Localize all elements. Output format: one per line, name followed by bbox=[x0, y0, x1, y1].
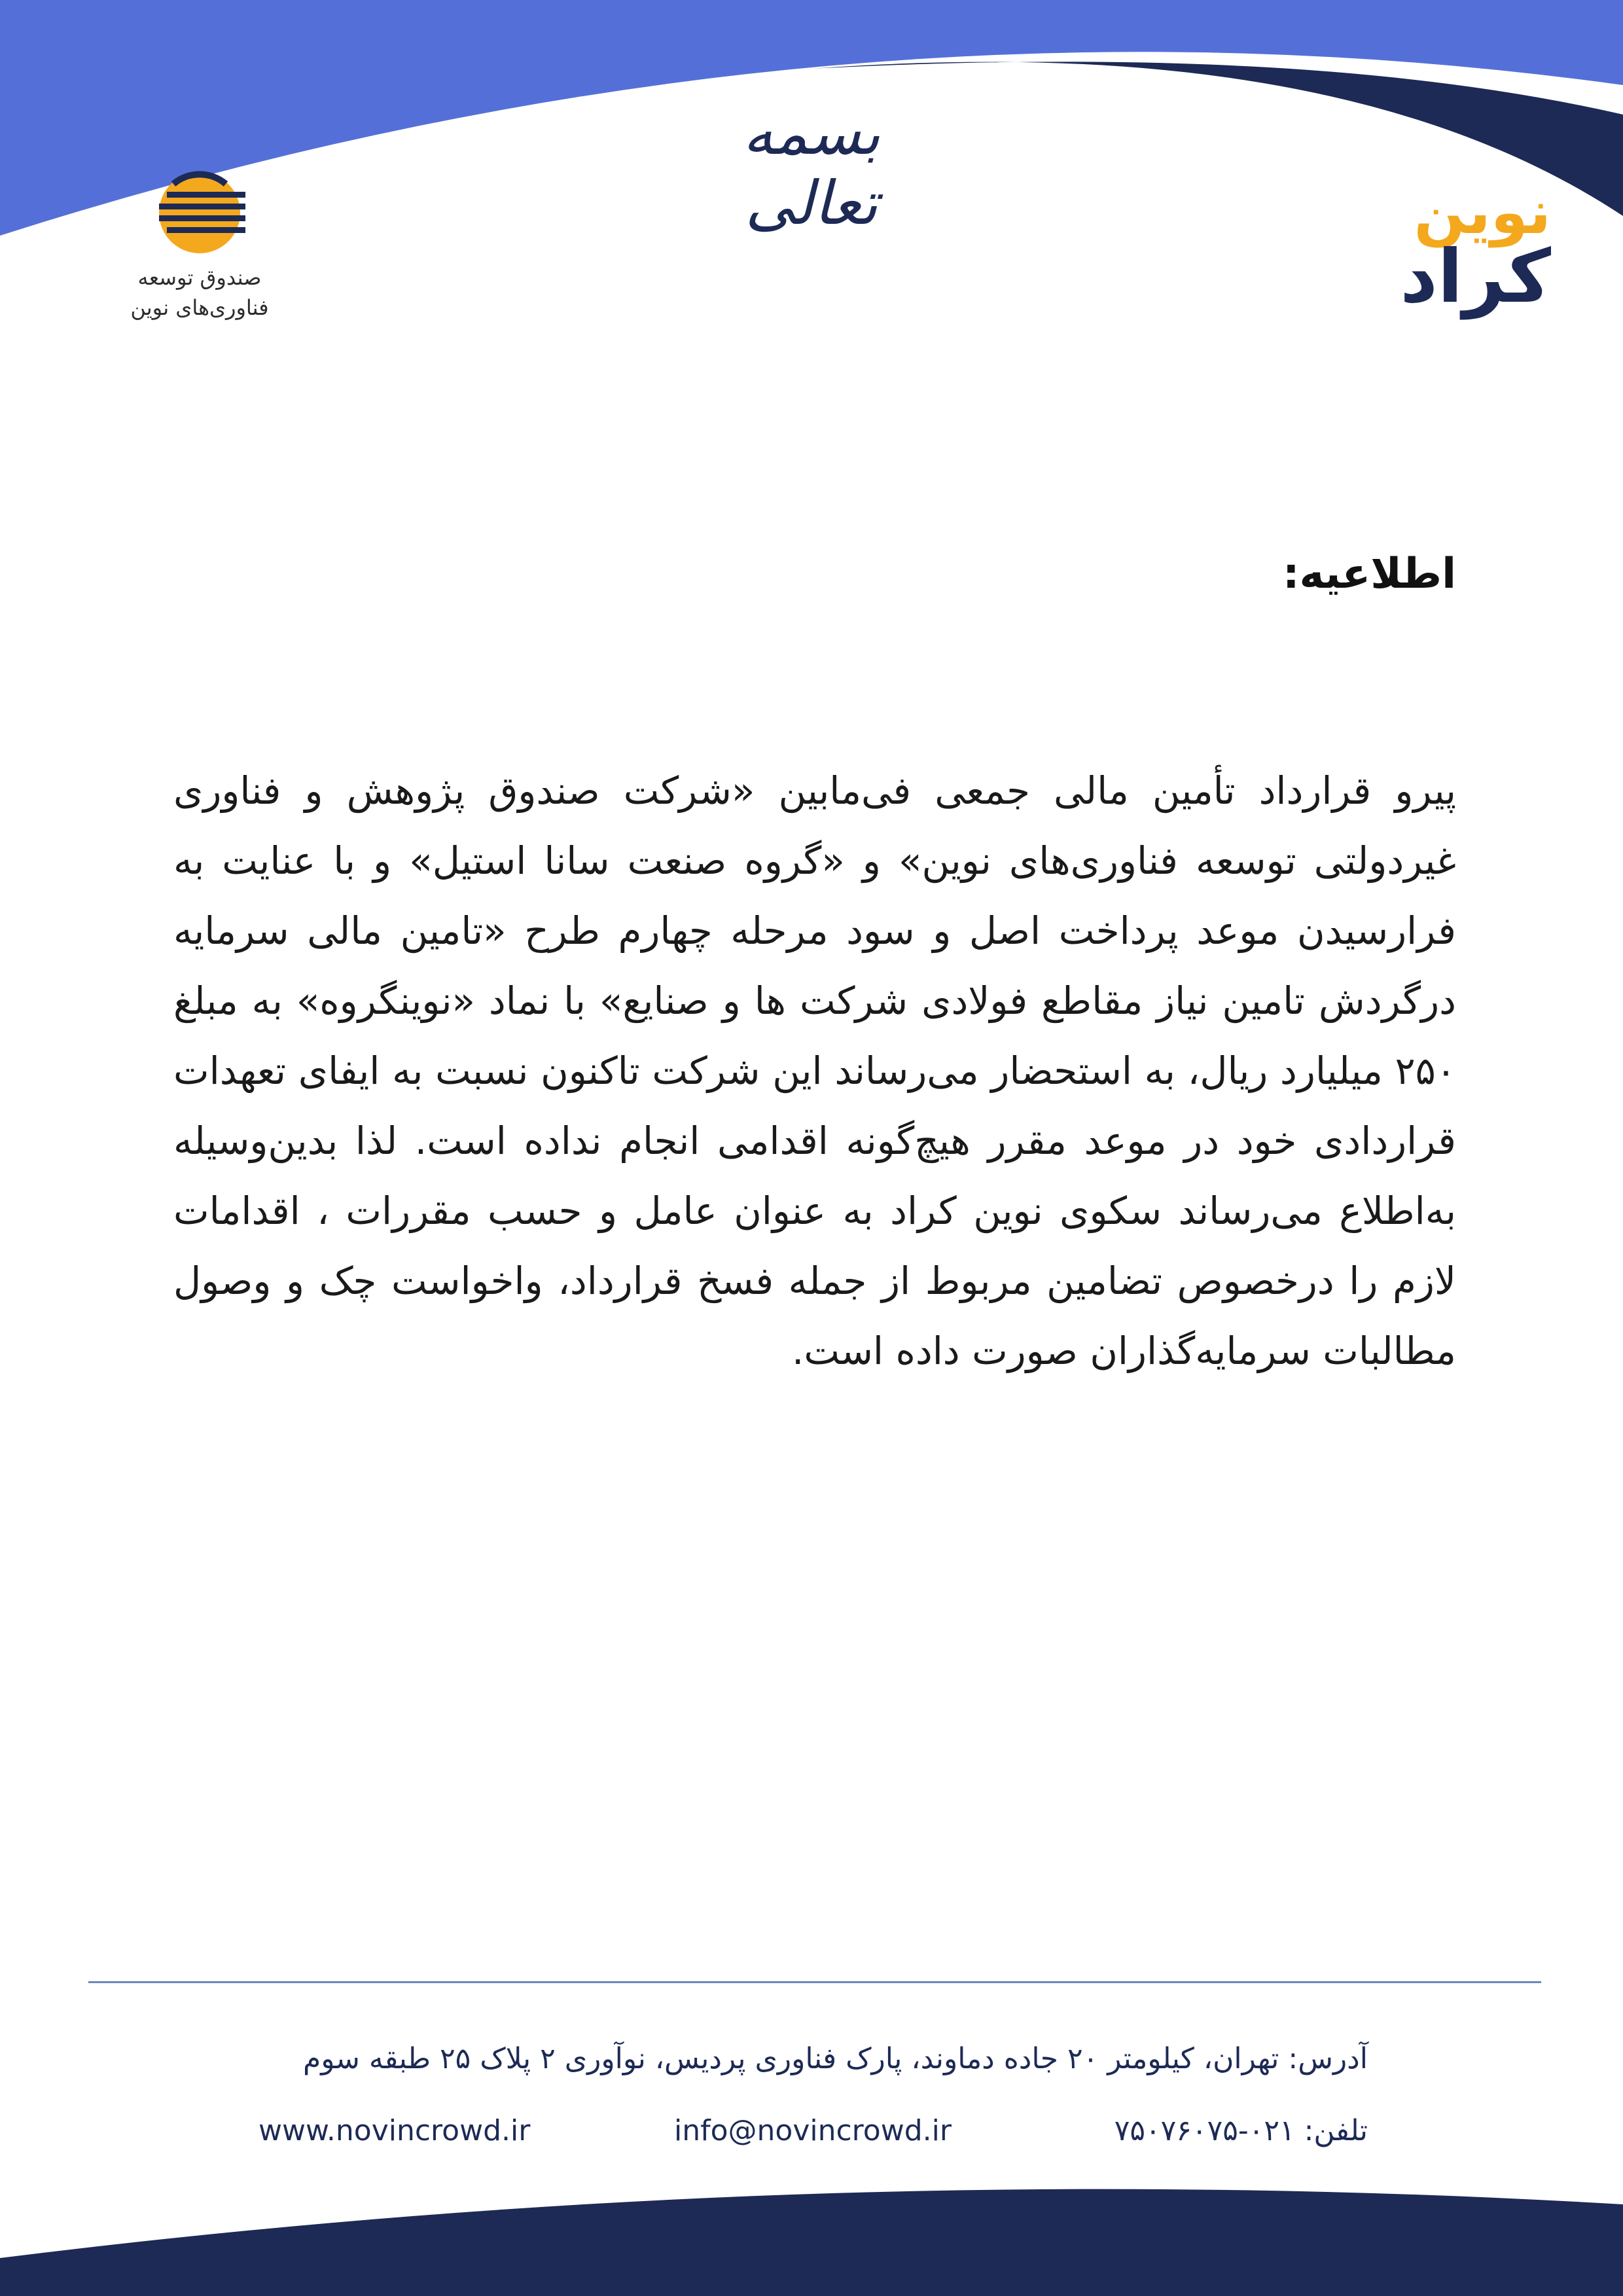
fund-logo-mark bbox=[154, 167, 245, 259]
footer-wave-navy bbox=[0, 2189, 1623, 2296]
brand-logo bbox=[1361, 177, 1551, 319]
brand-logo-top: نوین bbox=[1414, 177, 1551, 247]
footer-divider bbox=[88, 1981, 1541, 1983]
footer-website[interactable]: www.novincrowd.ir bbox=[259, 2114, 531, 2147]
notice-title: اطلاعیه: bbox=[1282, 550, 1456, 598]
invocation-text: بسمه تعالی bbox=[742, 98, 881, 238]
notice-body: پیرو قرارداد تأمین مالی جمعی فی‌مابین «شرکت صندوق پژوهش و فناوری غیردولتی توسعه فناوری‌های نوین» و «گروه صنعت سانا استیل» و با عنایت به فرارسیدن موعد پرداخت اصل و سود مرحله چهارم طرح «تامین مالی سرمایه درگردش تامین نیاز مقاطع فولادی شرکت ها و صنایع» با نماد «نوینگروه» به مبلغ ۲۵۰ میلیارد ریال، به استحضار می‌رساند این شرکت تاکنون نسبت به ایفای تعهدات قراردادی خود در موعد مقرر هیچ‌گونه اقدامی انجام نداده است. لذا بدین‌وسیله به‌اطلاع می‌رساند سکوی نوین کراد به عنوان عامل و حسب مقررات ، اقدامات لازم را درخصوص تضامین مربوط از جمله فسخ قرارداد، واخواست چک و وصول مطالبات سرمایه‌گذاران صورت داده است. bbox=[173, 768, 1456, 1373]
fund-logo-text: صندوق توسعه فناوری‌های نوین bbox=[130, 265, 269, 320]
footer-address: آدرس: تهران، کیلومتر ۲۰ جاده دماوند، پارک فناوری پردیس، نوآوری ۲ پلاک ۲۵ طبقه سوم bbox=[303, 2042, 1368, 2075]
fund-logo bbox=[118, 167, 281, 323]
footer-email[interactable]: info@novincrowd.ir bbox=[674, 2114, 952, 2147]
footer-phone: تلفن: ۰۲۱-۷۵۰۷۶۰۷۵ bbox=[1114, 2114, 1368, 2147]
brand-logo-bottom: کراد bbox=[1400, 234, 1551, 319]
